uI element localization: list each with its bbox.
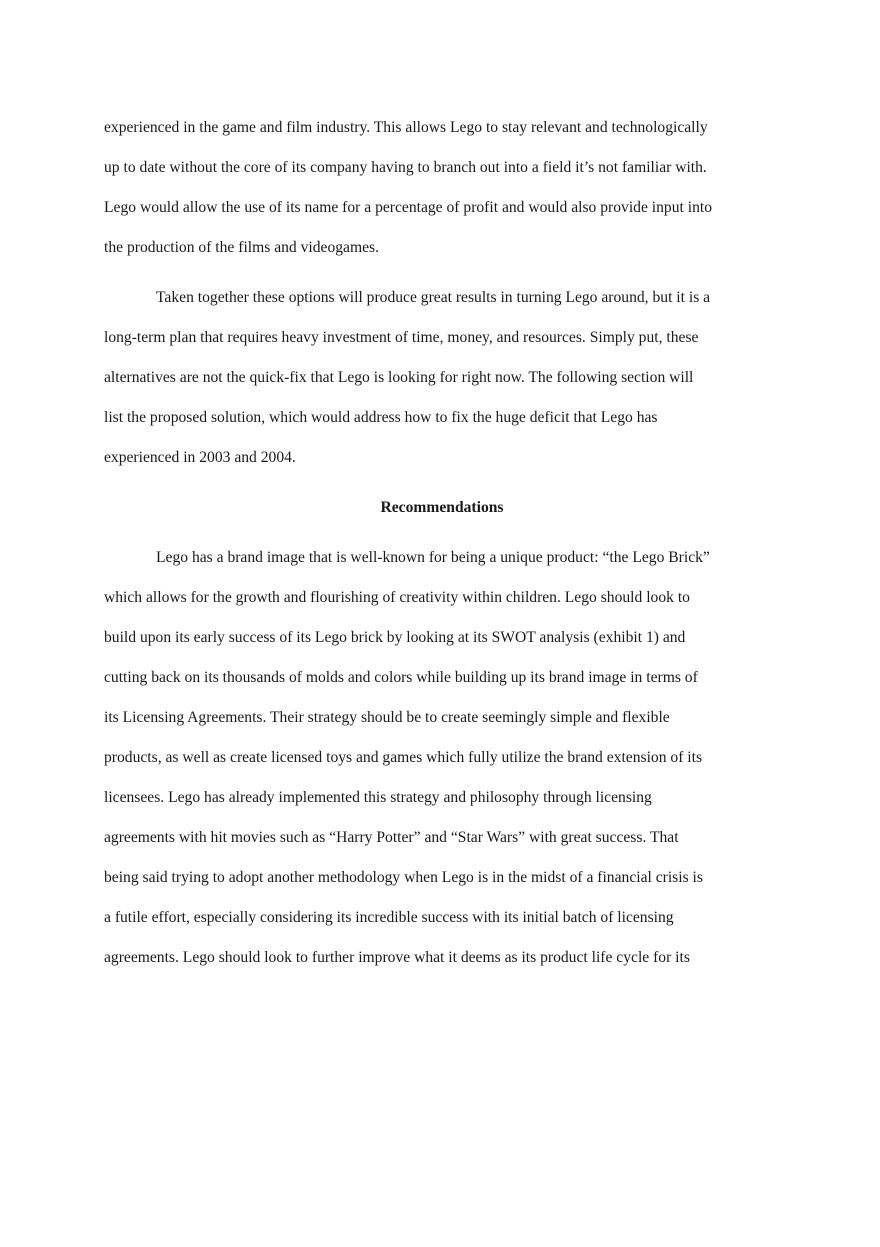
paragraph-line: Taken together these options will produce great results in turning Lego around, but it is a — [156, 289, 711, 306]
recommendations-paragraph — [104, 548, 780, 988]
paragraph-line: long-term plan that requires heavy investment of time, money, and resources. Simply put, these — [104, 329, 699, 346]
paragraph-line: the production of the films and videogames. — [104, 239, 379, 256]
paragraph-line: cutting back on its thousands of molds and colors while building up its brand image in terms of — [104, 669, 698, 686]
paragraph-line: experienced in the game and film industry. This allows Lego to stay relevant and technologically — [104, 119, 708, 136]
paragraph-spacer — [104, 278, 780, 288]
continuation-paragraph — [104, 118, 780, 278]
paragraph-spacer — [104, 538, 780, 548]
paragraph-line: agreements with hit movies such as “Harry Potter” and “Star Wars” with great success. That — [104, 829, 679, 846]
paragraph-line: experienced in 2003 and 2004. — [104, 449, 296, 466]
paragraph-line: agreements. Lego should look to further improve what it deems as its product life cycle for its — [104, 949, 690, 966]
document-body — [104, 118, 780, 988]
paragraph-line: up to date without the core of its company having to branch out into a field it’s not familiar with. — [104, 159, 707, 176]
alternatives-paragraph — [104, 288, 780, 488]
section-heading: Recommendations — [380, 499, 504, 516]
paragraph-line: a futile effort, especially considering its incredible success with its initial batch of licensing — [104, 909, 674, 926]
paragraph-line: being said trying to adopt another methodology when Lego is in the midst of a financial crisis is — [104, 869, 703, 886]
paragraph-line: which allows for the growth and flourishing of creativity within children. Lego should look to — [104, 589, 690, 606]
paragraph-line: list the proposed solution, which would address how to fix the huge deficit that Lego has — [104, 409, 658, 426]
paragraph-line: build upon its early success of its Lego brick by looking at its SWOT analysis (exhibit 1) and — [104, 629, 686, 646]
paragraph-line: licensees. Lego has already implemented this strategy and philosophy through licensing — [104, 789, 652, 806]
paragraph-line: alternatives are not the quick-fix that Lego is looking for right now. The following section will — [104, 369, 694, 386]
paragraph-line: Lego has a brand image that is well-known for being a unique product: “the Lego Brick” — [156, 549, 710, 566]
paragraph-line: its Licensing Agreements. Their strategy should be to create seemingly simple and flexible — [104, 709, 670, 726]
paragraph-spacer — [104, 488, 780, 498]
paragraph-line: products, as well as create licensed toys and games which fully utilize the brand extension of its — [104, 749, 703, 766]
paragraph-line: Lego would allow the use of its name for a percentage of profit and would also provide input into — [104, 199, 712, 216]
